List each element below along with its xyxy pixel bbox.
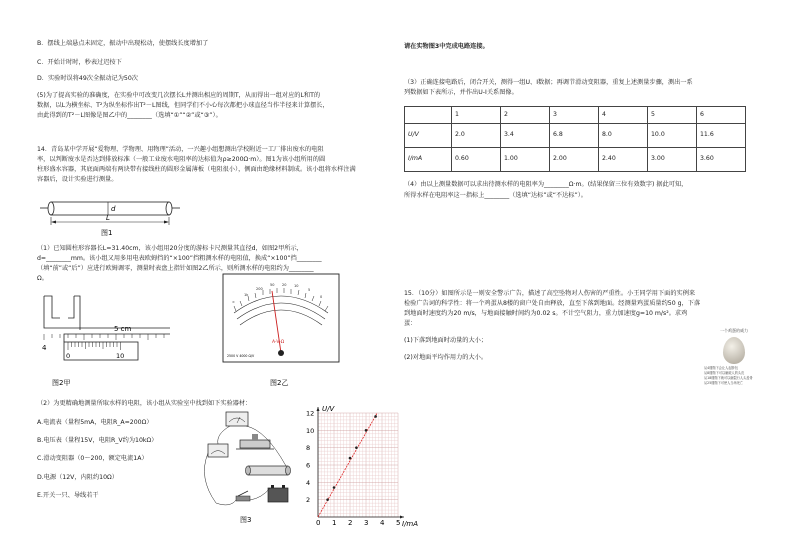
table-cell: 2.40: [599, 148, 648, 172]
y-axis-arrow: [317, 407, 320, 411]
fig3-caption: 图3: [240, 516, 252, 524]
figure-1-cylinder: [40, 195, 180, 243]
ad-line: 从18楼抛下就可以砸裂行人头盖骨: [704, 375, 753, 380]
data-point: [349, 457, 352, 460]
caliper-5cm-label: 5 cm: [114, 325, 132, 333]
q15-line2: 检验广告词的科学性：将一个鸡蛋从8楼的窗户处自由释放，直至下落到地面。经测量鸡蛋质量约50 g，下落: [404, 300, 701, 307]
table-row-label: U/V: [405, 124, 452, 148]
caliper-4-label: 4: [42, 344, 47, 352]
ad-line: 从4楼抛下会让人起肿包: [704, 365, 738, 370]
table-cell: 3: [550, 107, 599, 124]
switch-icon: [236, 491, 250, 501]
figure-3-apparatus: [196, 408, 314, 525]
voltmeter-icon: [226, 412, 248, 426]
svg-text:5: 5: [308, 288, 311, 292]
fig1-L-label: L: [106, 214, 110, 222]
battery-icon: [268, 485, 288, 502]
y-axis-label: U/V: [322, 405, 335, 413]
svg-text:200: 200: [256, 287, 263, 291]
table-row-label: I/mA: [405, 148, 452, 172]
equipment-e: E.开关一只、导线若干: [37, 492, 99, 499]
option-c: C．开始计时时，秒表过迟按下: [37, 59, 122, 66]
p3-line2: 列数据如下表所示，并作出U-I关系图像。: [404, 89, 518, 96]
y-tick-label: 12: [306, 409, 315, 418]
figure-2b-multimeter: [222, 273, 340, 388]
table-cell: 3.00: [648, 148, 697, 172]
table-row: [405, 148, 746, 172]
table-row: [405, 107, 746, 124]
data-point: [326, 498, 329, 501]
fig2a-caption: 图2甲: [52, 379, 71, 387]
p1-line3: （填“前”或“后”）应进行欧姆调零，测量时表盘上指针如图2乙所示，则所测水样的电阻约为________: [37, 265, 314, 272]
x-axis-arrow: [400, 516, 404, 519]
q14-line4: 容器后，设计实验进行测量。: [37, 176, 118, 183]
data-point: [355, 446, 358, 449]
svg-text:∞: ∞: [232, 300, 235, 304]
egg-icon: [723, 337, 745, 364]
table-cell: 11.6: [697, 124, 746, 148]
option-b: B．摆线上端悬点未固定，振动中出现松动，使摆线长度增加了: [37, 40, 209, 47]
data-point: [374, 415, 377, 418]
q14-line3: 柱形盛水容器，其底面两端有两块带有接线柱的圆形金属薄板（电阻很小），侧面由绝缘材料制成。该小组将水样注满: [37, 166, 356, 173]
x-tick-label: 0: [316, 519, 321, 527]
q15-sub1: (1)下落到地面时动量的大小；: [404, 337, 488, 344]
equipment-a: A.电流表（量程5mA，电阻R_A=200Ω）: [37, 419, 153, 426]
svg-text:20: 20: [282, 283, 287, 287]
egg-ad: [704, 328, 764, 394]
svg-text:0: 0: [320, 295, 323, 299]
fig1-caption: 图1: [101, 229, 113, 237]
table-row: [405, 124, 746, 148]
x-axis-label: I/mA: [402, 520, 418, 528]
y-tick-label: 6: [306, 461, 311, 470]
container-icon: [246, 466, 291, 475]
table-cell: 2.00: [550, 148, 599, 172]
table-cell: 8.0: [599, 124, 648, 148]
ad-title: 一个鸡蛋的威力: [720, 328, 748, 333]
table-cell: 5: [648, 107, 697, 124]
data-point: [333, 486, 336, 489]
meter-note: 2500 V 4000 Ω/V: [227, 354, 255, 358]
q15-line4: 蛋：: [404, 320, 417, 327]
p1-line2: d=________mm。该小组又用多用电表欧姆挡的“×100”挡粗测水样的电阻值，换成“×100”挡________: [37, 255, 322, 262]
p4-line2: 所得水样在电阻率这一指标上________（选填“达标”或“不达标”）。: [404, 192, 587, 199]
table-cell: 3.60: [697, 148, 746, 172]
equipment-d: D.电源（12V，内阻约10Ω）: [37, 474, 118, 481]
q15-line3: 到地面时速度约为20 m/s，与地面接触时间约为0.02 s。不计空气阻力，重力加速度g=10 m/s²。求鸡: [404, 310, 688, 317]
svg-text:1k: 1k: [244, 293, 249, 297]
table-cell: 4: [599, 107, 648, 124]
equipment-b: B.电压表（量程15V，电阻R_V约为10kΩ）: [37, 437, 158, 444]
data-point: [365, 429, 368, 432]
p2-line1: （2）为更精确地测量所取水样的电阻，该小组从实验室中找到如下实验器材：: [37, 400, 252, 407]
table-cell: 2.0: [452, 124, 501, 148]
q15-sub2: (2)对地面平均作用力的大小。: [404, 354, 488, 361]
y-tick-label: 4: [306, 478, 311, 487]
q15-line1: 15．（10分）如图所示是一则安全警示广告，描述了高空坠物对人伤害的严重性。小王同学用下面的实例来: [404, 290, 696, 297]
y-tick-label: 10: [306, 426, 315, 435]
x-tick-label: 3: [364, 519, 369, 527]
fig1-d-label: d: [111, 205, 116, 213]
y-tick-label: 2: [306, 496, 311, 505]
q5-line2: 数据，以L为横坐标、T²为纵坐标作出T²－L图线，但同学们不小心每次都把小球直径当作半径来计算摆长，: [37, 102, 329, 109]
table-cell: 0.60: [452, 148, 501, 172]
table-cell: 1.00: [501, 148, 550, 172]
caliper-10-label: 10: [116, 352, 125, 360]
q5-line3: 由此得到的T²－L图像是图乙中的________（选填“①”“②”或“③”）。: [37, 112, 222, 119]
table-cell: 3.4: [501, 124, 550, 148]
x-tick-label: 5: [396, 519, 401, 527]
figure-2a-caliper: [40, 288, 180, 388]
table-cell: 6.8: [550, 124, 599, 148]
table-cell: [405, 107, 452, 124]
fig2b-caption: 图2乙: [270, 379, 289, 387]
q14-line1: 14．青岛某中学开展“爱物理、学物理、用物理”活动，一兴趣小组想测出学校附近一工厂排出废水的电阻: [37, 146, 324, 153]
svg-text:10: 10: [294, 284, 299, 288]
x-tick-label: 1: [332, 519, 337, 527]
table-cell: 1: [452, 107, 501, 124]
table-cell: 6: [697, 107, 746, 124]
rheostat-icon: [236, 434, 274, 449]
equipment-c: C.滑动变阻器（0～200，额定电流1A）: [37, 455, 148, 462]
y-tick-label: 8: [306, 444, 311, 453]
x-tick-label: 2: [348, 519, 353, 527]
ammeter-icon: [208, 444, 228, 457]
p4-line1: （4）由以上测量数据可以求出待测水样的电阻率为________Ω·m。(结果保留三位有效数字) 据此可知，: [404, 181, 688, 188]
option-d: D．实验时误将49次全振动记为50次: [37, 75, 138, 82]
ad-line: 从25楼抛下可使人当场死亡: [704, 380, 744, 385]
table-cell: 10.0: [648, 124, 697, 148]
caliper-0-label: 0: [66, 352, 71, 360]
x-tick-label: 4: [380, 519, 385, 527]
u-i-chart: [306, 405, 418, 533]
q14-line2: 率，以判断废水是否达到排放标准（一般工业废水电阻率的达标值为ρ≥200Ω·m）。图1为该小组所用的圆: [37, 156, 326, 163]
data-table: [404, 106, 746, 172]
table-cell: 2: [501, 107, 550, 124]
p1-line1: （1）已知圆柱形容器长L=31.40cm，该小组用20分度的游标卡尺测量其直径d，如图2甲所示，: [37, 245, 303, 252]
p1-line4: Ω。: [37, 275, 48, 282]
svg-text:50: 50: [270, 283, 275, 287]
wiring-instruction: 请在实物图3中完成电路连接。: [404, 43, 489, 50]
p3-line1: （3）正确连接电路后，闭合开关，测得一组U、I数据；再调节滑动变阻器，重复上述测量步骤，测出一系: [404, 79, 693, 86]
q5-line1: (5)为了提高实验的准确度，在实验中可改变几次摆长L并测出相应的周期T，从而得出一组对应的L和T的: [37, 92, 321, 99]
ad-line: 从8楼抛下可以砸破人的头皮: [704, 370, 745, 375]
meter-label: A-V-Ω: [272, 340, 285, 345]
